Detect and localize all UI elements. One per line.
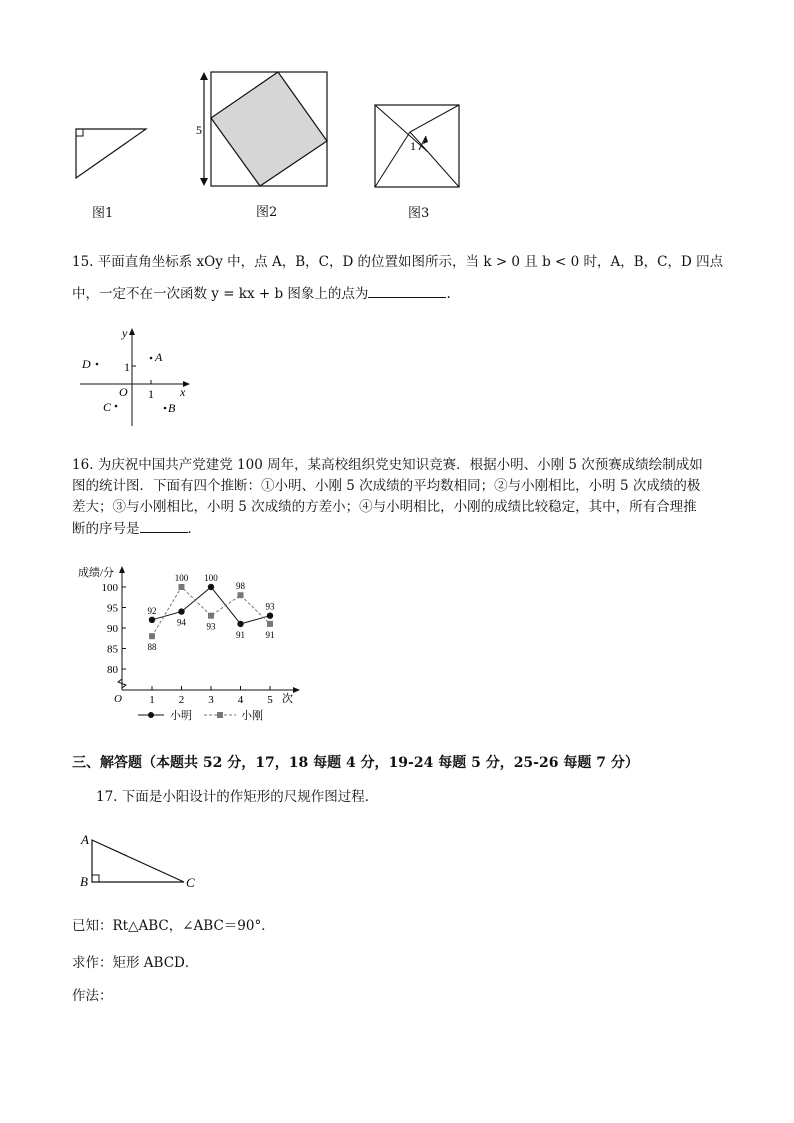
q16-line-4 <box>72 518 201 540</box>
chart-y-tick-label: 80 <box>107 664 118 676</box>
q17-label-C: C <box>186 875 195 890</box>
q17-label-A: A <box>81 832 89 847</box>
q16-line-4-text: 断的序号是 <box>72 521 140 537</box>
chart-y-tick-label: 100 <box>101 582 118 594</box>
q17-known: 已知：Rt△ABC，∠ABC＝90°． <box>72 918 275 934</box>
q16-line-chart <box>76 562 306 728</box>
q15-y-one: 1 <box>124 360 130 374</box>
q15-point-B: B <box>168 401 176 415</box>
chart-data-label-2: 100 <box>174 573 189 583</box>
figure-2-label: 图2 <box>256 205 278 220</box>
q15-origin-label: O <box>119 385 128 399</box>
figure-1 <box>70 124 160 184</box>
q15-x-axis-label: x <box>180 385 186 399</box>
chart-data-label-2: 93 <box>206 621 216 632</box>
chart-point-1 <box>149 617 155 623</box>
figure-3 <box>372 102 462 192</box>
q15-x-one: 1 <box>148 387 154 401</box>
chart-x-label: 次 <box>282 693 293 705</box>
chart-point-1 <box>178 608 184 614</box>
chart-point-2 <box>267 621 273 627</box>
chart-point-1 <box>237 621 243 627</box>
chart-point-2 <box>149 633 155 639</box>
chart-x-axis-arrow <box>293 687 300 693</box>
q17-label-B: B <box>80 874 88 889</box>
chart-y-tick-label: 90 <box>107 623 118 635</box>
figure-1-label: 图1 <box>92 206 114 221</box>
q16-line-3: 差大；③与小刚相比，小明 5 次成绩的方差小；④与小明相比，小刚的成绩比较稳定，其中，所有合理推 <box>72 499 697 515</box>
q16-line-1: 16. 为庆祝中国共产党建党 100 周年，某高校组织党史知识竞赛．根据小明、小刚 5 次预赛成绩绘制成如 <box>72 457 703 473</box>
chart-data-label-2: 91 <box>265 629 275 640</box>
chart-data-label-2: 98 <box>236 581 245 592</box>
figure-3-label: 图3 <box>408 206 430 221</box>
legend-label-1: 小明 <box>170 710 192 722</box>
q15-point-A: A <box>155 350 163 364</box>
q15-line-2 <box>72 283 451 305</box>
q15-line-2-end: . <box>446 286 451 302</box>
legend-label-2: 小刚 <box>241 710 263 722</box>
chart-x-tick-label: 1 <box>149 694 155 706</box>
q16-line-2: 图的统计图．下面有四个推断：①小明、小刚 5 次成绩的平均数相同；②与小刚相比，小明 5 次成绩的极 <box>72 478 701 494</box>
chart-x-tick-label: 4 <box>237 694 244 706</box>
chart-point-2 <box>179 584 185 590</box>
q16-line-4-end: ． <box>187 521 201 537</box>
chart-data-label-1: 100 <box>204 573 218 583</box>
chart-point-2 <box>238 592 244 598</box>
chart-data-label-1: 91 <box>236 629 245 640</box>
figure-3-mark: 1 <box>410 139 416 153</box>
chart-y-axis-arrow <box>119 566 125 573</box>
chart-y-label: 成绩/分 <box>78 567 115 579</box>
section-3-title: 三、解答题（本题共 52 分，17，18 每题 4 分，19-24 每题 5 分，25-26 每题 7 分） <box>72 755 639 771</box>
figure-2-side-label: 5 <box>196 123 202 137</box>
chart-x-tick-label: 5 <box>267 694 273 706</box>
chart-y-tick-label: 85 <box>107 643 118 656</box>
chart-data-label-1: 93 <box>265 601 275 612</box>
q15-point-C: C <box>103 400 112 414</box>
q15-line-2-text: 中，一定不在一次函数 y = kx + b 图象上的点为 <box>72 286 369 302</box>
legend-marker-2 <box>217 712 223 718</box>
legend-marker-1 <box>148 712 154 718</box>
chart-point-1 <box>208 584 214 590</box>
q17-line-1: 17. 下面是小阳设计的作矩形的尺规作图过程． <box>96 789 379 805</box>
q17-triangle-diagram <box>76 830 206 894</box>
q15-y-axis-label: y <box>122 326 128 340</box>
figure-2 <box>194 68 334 192</box>
chart-data-label-1: 94 <box>177 617 186 628</box>
q17-method: 作法： <box>72 988 113 1004</box>
chart-data-label-1: 92 <box>147 605 157 616</box>
q15-point-D: D <box>82 357 91 371</box>
chart-x-tick-label: 3 <box>208 694 214 706</box>
chart-y-tick-label: 95 <box>107 602 118 615</box>
q15-coordinate-diagram <box>76 324 196 430</box>
chart-point-1 <box>267 613 273 619</box>
q15-answer-blank[interactable] <box>368 283 446 298</box>
chart-origin-label: O <box>114 693 122 705</box>
chart-data-label-2: 88 <box>147 642 157 653</box>
q17-construct: 求作：矩形 ABCD． <box>72 955 199 971</box>
q15-line-1: 15. 平面直角坐标系 xOy 中，点 A，B，C，D 的位置如图所示，当 k > 0 且 b < 0 时，A，B，C，D 四点 <box>72 254 724 270</box>
chart-point-2 <box>208 613 214 619</box>
q16-answer-blank[interactable] <box>140 518 188 533</box>
chart-x-tick-label: 2 <box>178 694 185 706</box>
